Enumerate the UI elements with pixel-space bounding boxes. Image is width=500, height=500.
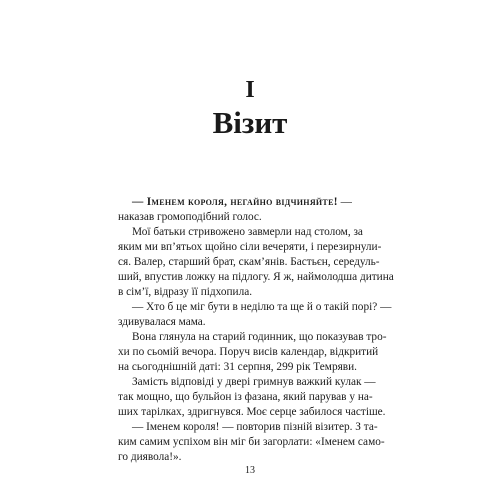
line-text: в сім’ї, відразу її підхопила. [118,286,253,298]
chapter-number: I [245,77,255,103]
line-text: ший, впустив ложку на підлогу. Я ж, наймолодша дитина [118,271,394,283]
text-line [118,375,380,390]
line-text: так мощно, що бульйон із фазана, який парував у на- [118,391,373,403]
text-line [118,420,380,435]
line-text: Замість відповіді у двері гримнув важкий кулак — [132,376,376,388]
text-line [118,255,380,270]
text-line [118,270,394,285]
text-line [118,225,380,240]
chapter-title: Візит [212,105,288,140]
line-text: Вона глянула на старий годинник, що показував тро- [132,331,387,343]
text-line [118,405,386,420]
text-line [118,390,380,405]
text-line [118,315,380,330]
text-line [118,195,380,210]
line-text: — [337,196,352,208]
text-line [118,240,380,255]
text-line [118,435,385,450]
text-line [118,210,380,225]
line-text: ших тарілках, здригнувся. Моє серце забилося частіше. [118,406,386,418]
text-line [118,285,380,300]
line-text: — Іменем короля! — повторив пізній візитер. З та- [132,421,378,433]
text-line [118,300,392,315]
page-number: 13 [245,465,255,476]
text-line [118,330,387,345]
line-text: ся. Валер, старший брат, скам’янів. Бастьєн, середуль- [118,256,380,268]
line-text: Мої батьки стривожено завмерли над столом, за [132,226,363,238]
line-text: яким ми вп’ятьох щойно сіли вечеряти, і перезирнули- [118,241,382,253]
body-text [118,195,394,465]
line-text: здивувалася мама. [118,316,206,328]
text-line [118,360,380,375]
small-caps-lead: — Іменем короля, негайно відчиняйте! [132,196,338,208]
line-text: на сьогоднішній даті: 31 серпня, 299 рік Темряви. [118,361,357,373]
line-text: го диявола!». [118,451,182,463]
text-line [118,345,380,360]
text-line [118,450,380,465]
line-text: наказав громоподібний голос. [118,211,262,223]
line-text: хи по сьомій вечора. Поруч висів календар, відкритий [118,346,379,358]
line-text: — Хто б це міг бути в неділю та ще й о такій порі? — [132,301,392,313]
line-text: ким самим успіхом він міг би загорлати: «Іменем само- [118,436,385,448]
